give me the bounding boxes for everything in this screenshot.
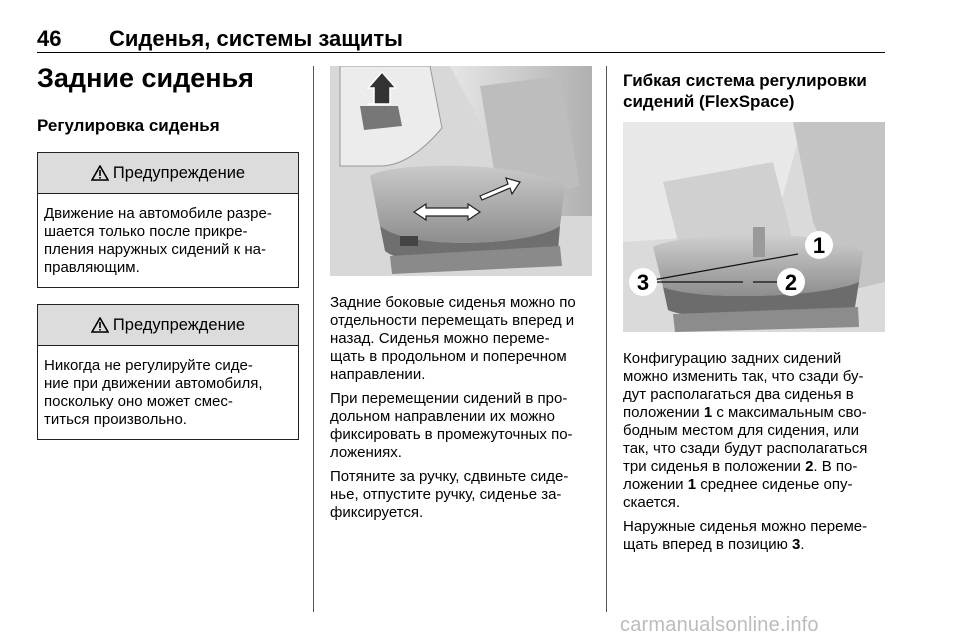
- column-3: [623, 66, 885, 560]
- text-line: Никогда не регулируйте сиде-: [44, 357, 253, 374]
- column-divider: [313, 66, 314, 612]
- text-line: можно изменить так, что сзади бу-: [623, 368, 864, 385]
- seat-illustration: [330, 66, 592, 276]
- text-line: бодным местом для сидения, или: [623, 422, 859, 439]
- text-line: дольном направлении их можно: [330, 408, 555, 425]
- callout-3: 3: [636, 270, 650, 295]
- text-line: Задние боковые сиденья можно по: [330, 294, 576, 311]
- text-line: Движение на автомобиле разре-: [44, 205, 272, 222]
- flexspace-illustration: [623, 122, 885, 332]
- text-line: ние при движении автомобиля,: [44, 375, 263, 392]
- text-line: титься произвольно.: [44, 411, 187, 428]
- text-line: положении: [623, 404, 704, 421]
- column-1: [37, 62, 299, 440]
- warning-triangle-icon: [91, 317, 109, 333]
- warning-text: [38, 346, 298, 439]
- paragraph: [330, 294, 592, 384]
- text-line: среднее сиденье опу-: [696, 476, 853, 493]
- running-title: Сиденья, системы защиты: [109, 26, 403, 51]
- text-line: шается только после прикре-: [44, 223, 248, 240]
- page-number: 46: [37, 26, 62, 51]
- column-2: [330, 66, 592, 528]
- bold-ref: 2: [805, 458, 814, 475]
- warning-triangle-icon: [91, 165, 109, 181]
- warning-box: [37, 152, 299, 288]
- text-line: ложениях.: [330, 444, 402, 461]
- page-header: [37, 26, 885, 53]
- warning-header: [38, 153, 298, 194]
- text-line: направлении.: [330, 366, 426, 383]
- text-line: отдельности перемещать вперед и: [330, 312, 575, 329]
- text-line: ложении: [623, 476, 688, 493]
- text-line: щать в продольном и поперечном: [330, 348, 567, 365]
- text-line: так, что сзади будут располагаться: [623, 440, 868, 457]
- bold-ref: 1: [703, 404, 713, 421]
- text-line: фиксировать в промежуточных по-: [330, 426, 573, 443]
- paragraph: [623, 350, 885, 512]
- warning-title: Предупреждение: [112, 163, 246, 182]
- text-line: с максимальным сво-: [712, 404, 867, 421]
- paragraph: [623, 518, 885, 554]
- bold-ref: 3: [792, 536, 801, 553]
- text-line: щать вперед в позицию: [623, 536, 792, 553]
- text-line: .: [800, 536, 805, 553]
- section-title: Задние сиденья: [37, 63, 254, 93]
- text-line: дут располагаться два сиденья в: [623, 386, 854, 403]
- warning-text: [38, 194, 298, 287]
- text-line: Наружные сиденья можно переме-: [623, 518, 868, 535]
- text-line: При перемещении сидений в про-: [330, 390, 568, 407]
- text-line: три сиденья в положении: [623, 458, 806, 475]
- warning-title: Предупреждение: [112, 315, 246, 334]
- callout-2: 2: [784, 270, 798, 295]
- text-line: пления наружных сидений к на-: [44, 241, 266, 258]
- text-line: . В по-: [813, 458, 858, 475]
- text-line: Конфигурацию задних сидений: [623, 350, 842, 367]
- text-line: правляющим.: [44, 259, 140, 276]
- text-line: фиксируется.: [330, 504, 424, 521]
- bold-ref: 1: [687, 476, 697, 493]
- warning-header: [38, 305, 298, 346]
- text-line: поскольку оно может смес-: [44, 393, 233, 410]
- warning-box: [37, 304, 299, 440]
- subsection-title: [623, 70, 885, 112]
- text-line: назад. Сиденья можно переме-: [330, 330, 550, 347]
- seat-adjustment-figure: [330, 66, 592, 276]
- column-divider: [606, 66, 607, 612]
- callout-1: 1: [812, 233, 826, 258]
- title-line: Гибкая система регулировки: [623, 71, 867, 90]
- title-line: сидений (FlexSpace): [623, 92, 795, 111]
- subsection-title: Регулировка сиденья: [37, 116, 220, 135]
- text-line: Потяните за ручку, сдвиньте сиде-: [330, 468, 569, 485]
- text-line: нье, отпустите ручку, сиденье за-: [330, 486, 562, 503]
- paragraph: [330, 390, 592, 462]
- text-line: скается.: [623, 494, 681, 511]
- flexspace-figure: [623, 122, 885, 332]
- paragraph: [330, 468, 592, 522]
- watermark: carmanualsonline.info: [620, 614, 819, 636]
